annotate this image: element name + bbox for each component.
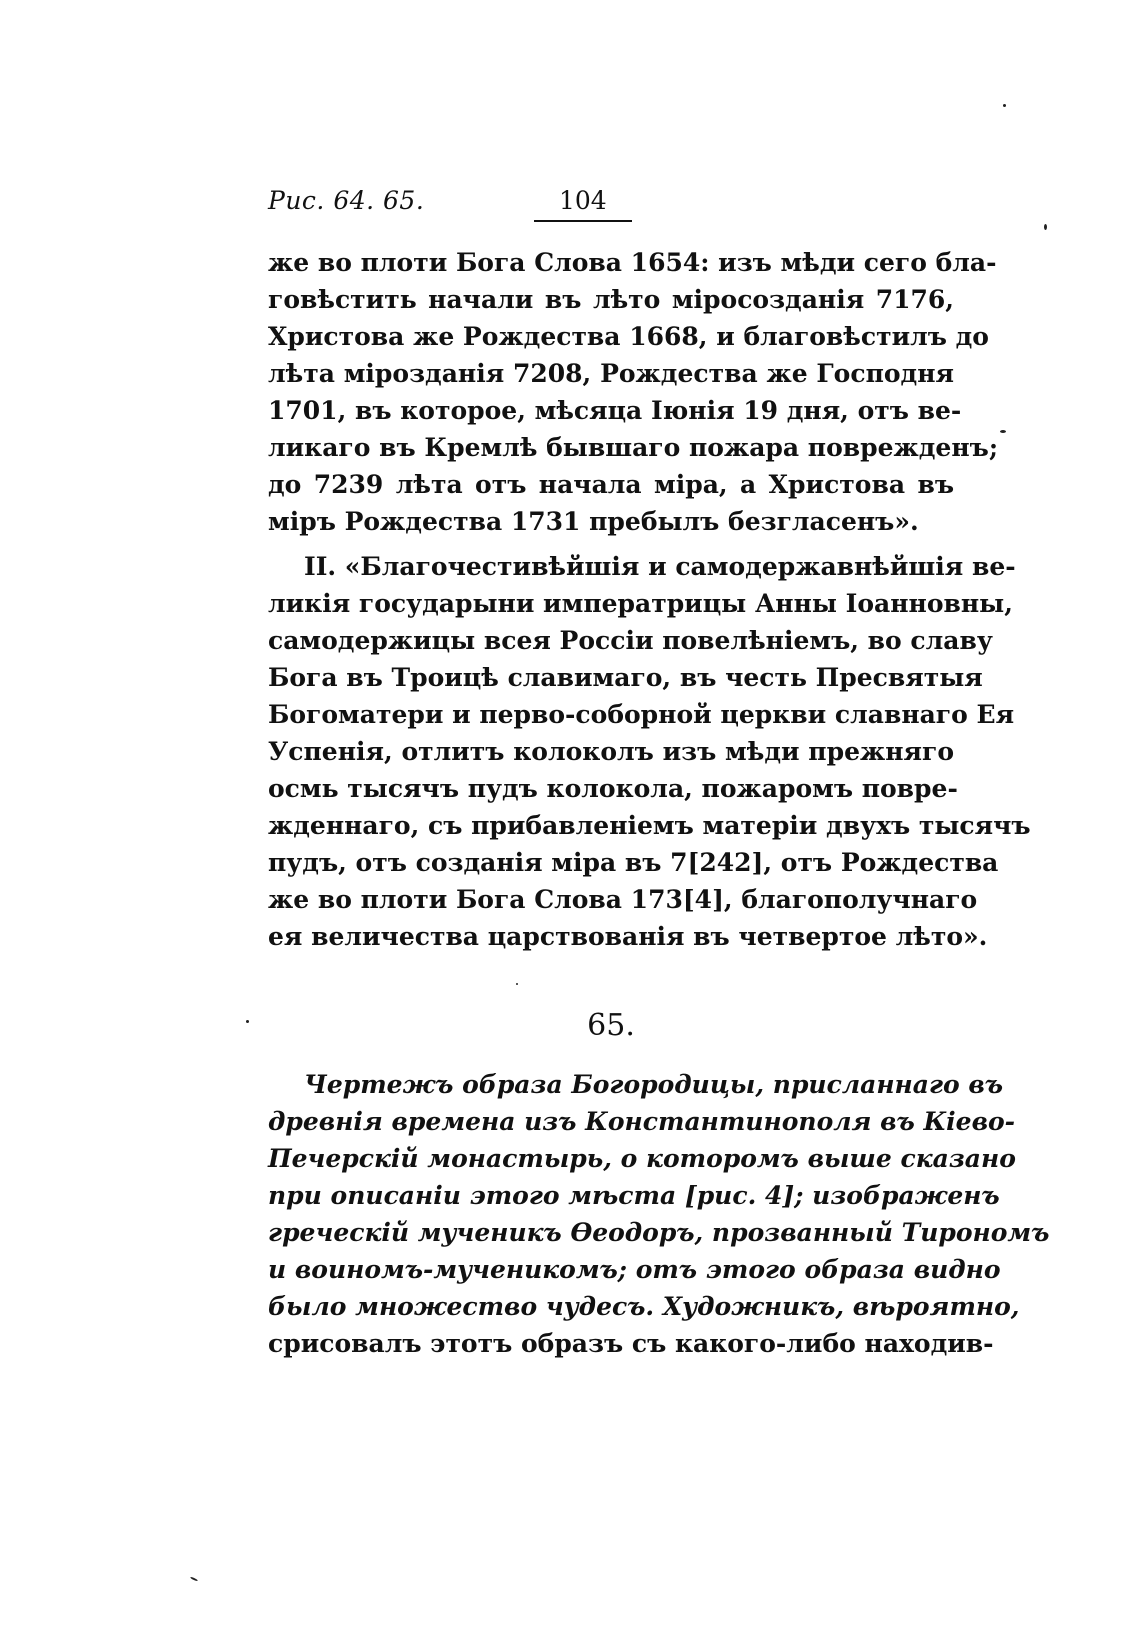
text-line: Христова же Рождества 1668, и благовѣстилъ до — [268, 322, 989, 351]
text-line: же во плоти Бога Слова 173[4], благополучнаго — [268, 885, 978, 914]
text-line: самодержицы всея Россіи повелѣніемъ, во славу — [268, 626, 993, 655]
text-line: міръ Рождества 1731 пребылъ безгласенъ». — [268, 507, 919, 536]
page-header — [268, 186, 968, 226]
text-line: Успенія, отлитъ колоколъ изъ мѣди прежняго — [268, 737, 954, 766]
header-rule — [534, 220, 632, 222]
text-line: при описаніи этого мѣста [рис. 4]; изображенъ — [268, 1181, 1000, 1210]
text-line: 1701, въ которое, мѣсяца Іюнія 19 дня, отъ ве- — [268, 396, 962, 425]
text-line: пудъ, отъ созданія міра въ 7[242], отъ Рождества — [268, 848, 999, 877]
text-line: ея величества царствованія въ четвертое лѣто». — [268, 922, 988, 951]
text-line: ликія государыни императрицы Анны Іоанновны, — [268, 589, 1013, 618]
text-line: Богоматери и перво-соборной церкви славнаго Ея — [268, 700, 1015, 729]
text-line: до 7239 лѣта отъ начала міра, а Христова въ — [268, 470, 954, 499]
text-line: срисовалъ этотъ образъ съ какого-либо находив- — [268, 1329, 994, 1358]
paragraph-inscription-end — [268, 244, 999, 540]
paragraph-section-65 — [268, 1066, 1050, 1362]
text-line: II. «Благочестивѣйшія и самодержавнѣйшія ве- — [304, 552, 1016, 581]
scan-speck — [246, 1020, 249, 1023]
section-number: 65. — [587, 1008, 635, 1043]
text-line: Бога въ Троицѣ славимаго, въ честь Пресвятыя — [268, 663, 983, 692]
text-line: древнія времена изъ Константинополя въ Кіево- — [268, 1107, 1016, 1136]
text-line: было множество чудесъ. Художникъ, вѣроятно, — [268, 1292, 1020, 1321]
scan-speck — [1000, 430, 1006, 433]
text-line: ликаго въ Кремлѣ бывшаго пожара поврежденъ; — [268, 433, 999, 462]
text-line: же во плоти Бога Слова 1654: изъ мѣди сего бла- — [268, 248, 997, 277]
figure-reference: Рис. 64. 65. — [268, 186, 425, 215]
scan-speck — [516, 983, 518, 985]
text-line: греческій мученикъ Ѳеодоръ, прозванный Тирономъ — [268, 1218, 1050, 1247]
text-line: и воиномъ-мученикомъ; отъ этого образа видно — [268, 1255, 1001, 1284]
text-line: лѣта мірозданія 7208, Рождества же Господня — [268, 359, 954, 388]
page-number: 104 — [559, 186, 607, 215]
text-line: Печерскій монастырь, о которомъ выше сказано — [268, 1144, 1016, 1173]
paragraph-inscription-ii — [268, 548, 1031, 955]
scan-speck — [190, 1576, 198, 1581]
text-line: осмь тысячъ пудъ колокола, пожаромъ повре- — [268, 774, 958, 803]
text-line: говѣстить начали въ лѣто міросозданія 7176, — [268, 285, 954, 314]
scan-speck — [1003, 104, 1006, 107]
scan-speck — [1044, 224, 1047, 230]
text-line: жденнаго, съ прибавленіемъ матеріи двухъ тысячъ — [268, 811, 1031, 840]
text-line: Чертежъ образа Богородицы, присланнаго въ — [304, 1070, 1004, 1099]
